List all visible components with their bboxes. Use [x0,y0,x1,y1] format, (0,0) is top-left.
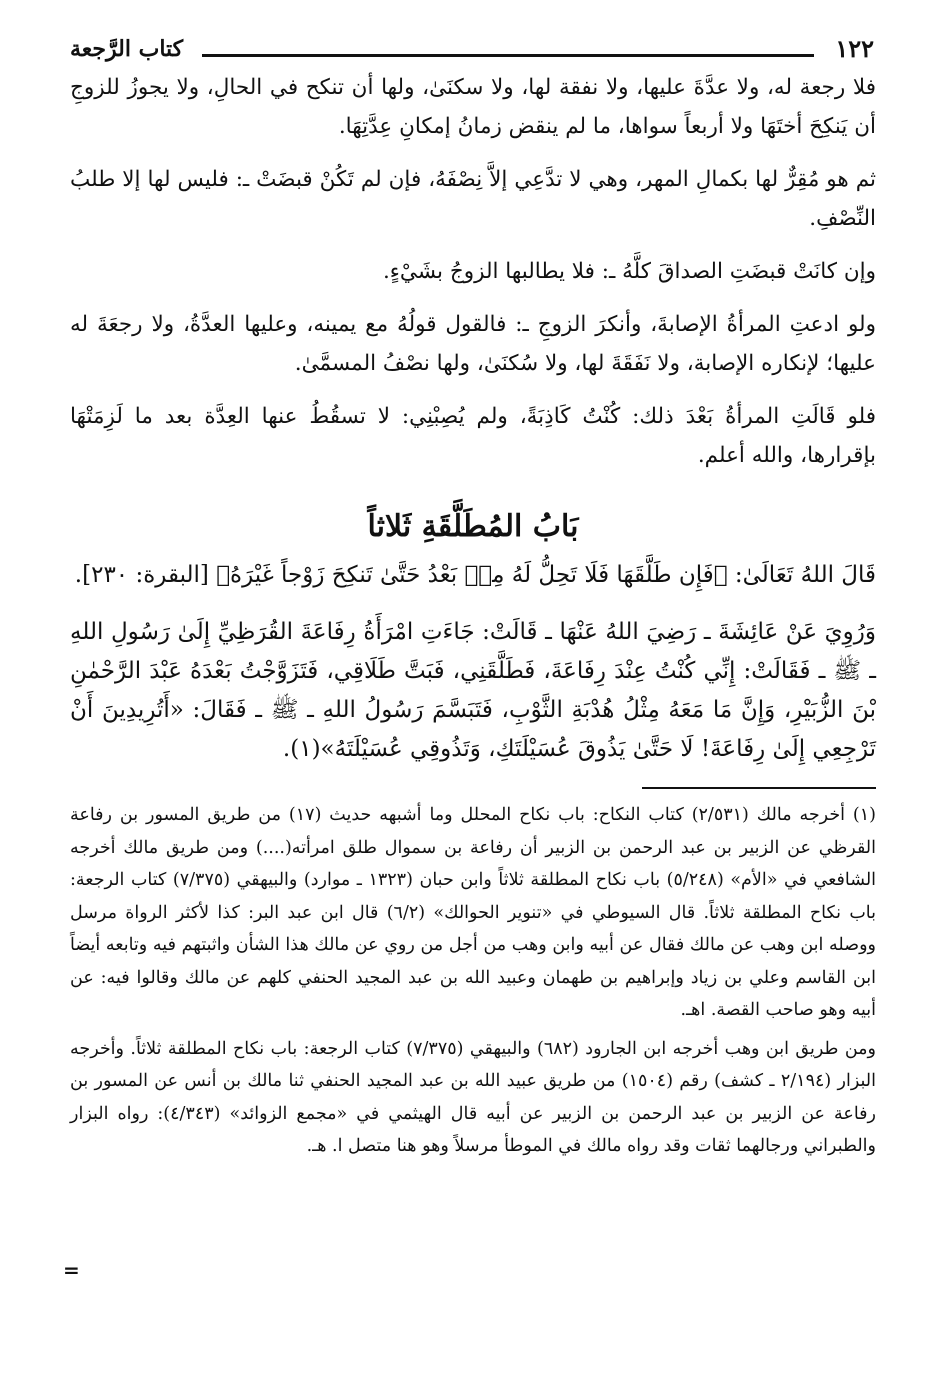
hadith-text: وَرُوِيَ عَنْ عَائِشَةَ ـ رَضِيَ اللهُ عَنْهَا ـ قَالَتْ: جَاءَتِ امْرَأَةُ رِفَاعَةَ القُرَظِيِّ إِلَىٰ رَسُولِ اللهِ ـ ﷺ ـ فَقَالَتْ: إِنِّي كُنْتُ عِنْدَ رِفَاعَةَ، فَطَلَّقَنِي، فَبَتَّ طَلَاقِي، فَتَزَوَّجْتُ بَعْدَهُ عَبْدَ الرَّحْمٰنِ بْنَ الزُّبَيْرِ، وَإِنَّ مَا مَعَهُ مِثْلُ هُدْبَةِ الثَّوْبِ، فَتَبَسَّمَ رَسُولُ اللهِ ـ ﷺ ـ فَقَالَ: «أَتُرِيدِينَ أَنْ تَرْجِعِي إِلَىٰ رِفَاعَةَ! لَا حَتَّىٰ يَذُوقَ عُسَيْلَتَكِ، وَتَذُوقِي عُسَيْلَتَهُ»(١). [70,619,876,762]
quran-verse: قَالَ اللهُ تَعَالَىٰ: ﴿فَإِن طَلَّقَهَا فَلَا تَحِلُّ لَهُ مِنۢ بَعْدُ حَتَّىٰ تَنكِحَ زَوْجاً غَيْرَهُ﴾ [البقرة: ٢٣٠]. [74,562,876,588]
book-page [70,28,876,1169]
body-paragraph: وإن كانَتْ قبضَتِ الصداقَ كلَّهُ ـ: فلا يطالبها الزوجُ بشَيْءٍ. [382,259,876,284]
footnotes [70,799,876,1163]
running-title: كتاب الرَّجعة [70,36,184,62]
body-paragraph: ولو ادعتِ المرأةُ الإصابةَ، وأنكرَ الزوجِ ـ: فالقول قولُهُ مع يمينه، وعليها العدَّةُ، ولا رجعَةَ له عليها؛ لإنكاره الإصابة، ولا نَفَقَةَ لها، ولا سُكنَىٰ، ولها نصْفُ المسمَّىٰ. [70,312,876,376]
page-header [70,28,876,68]
footnote: ومن طريق ابن وهب أخرجه ابن الجارود (٦٨٢) والبيهقي (٧/٣٧٥) كتاب الرجعة: باب نكاح المطلقة ثلاثاً. وأخرجه البزار (٢/١٩٤ ـ كشف) رقم (١٥٠٤) من طريق عبيد الله بن عبد المجيد الحنفي ثنا مالك بن أنس عن المسور بن رفاعة عن الزبير بن عبد الرحمن بن الزبير عن أبيه قال الهيثمي في «مجمع الزوائد» (٤/٣٤٣): رواه البزار والطبراني ورجالهما ثقات وقد رواه مالك في الموطأ مرسلاً وهو هنا متصل ا. هـ. [70,1038,876,1156]
body-paragraph: فلا رجعة له، ولا عدَّةَ عليها، ولا نفقة لها، ولا سكنَىٰ، ولها أن تنكح في الحالِ، ولا يجوزُ للزوجِ أن يَنكِحَ أختَهَا ولا أربعاً سواها، ما لم ينقض زمانُ إمكانِ عِدَّتِهَا. [70,75,876,139]
main-text [70,68,876,475]
body-paragraph: ثم هو مُقِرٌّ لها بكمالِ المهر، وهي لا تدَّعِي إلاَّ نِصْفَهُ، فإن لم تَكُنْ قبضَتْ ـ: فليس لها إلا طلبُ النِّصْفِ. [70,167,876,231]
header-rule [202,54,814,57]
body-paragraph: فلو قَالَتِ المرأةُ بَعْدَ ذلك: كُنْتُ كَاذِبَةً، ولم يُصِبْنِي: لا تسقُطُ عنها العِدَّة بعد ما لَزِمَتْهَا بإقرارها، والله أعلم. [70,404,876,468]
continuation-mark: = [63,1258,80,1282]
footnote: (١) أخرجه مالك (٢/٥٣١) كتاب النكاح: باب نكاح المحلل وما أشبهه حديث (١٧) من طريق المسور بن رفاعة القرظي عن الزبير بن عبد الرحمن بن الزبير أن رفاعة بن سموال طلق امرأته(....) ومن طريق مالك أخرجه الشافعي في «الأم» (٥/٢٤٨) باب نكاح المطلقة ثلاثاً وابن حبان (١٣٢٣ ـ موارد) والبيهقي (٧/٣٧٥) كتاب الرجعة: باب نكاح المطلقة ثلاثاً. قال السيوطي في «تنوير الحوالك» (٦/٢) قال ابن عبد البر: كذا لأكثر الرواة مرسل ووصله ابن وهب عن مالك فقال عن أبيه وابن وهب من أجل من روي عن مالك هذا الشأن واثبتهم فيه وتابعه أيضاً ابن القاسم وعلي بن زياد وإبراهيم بن طهمان وعبيد الله بن عبد المجيد الحنفي كلهم عن مالك وقالوا فيه: عن أبيه وهو صاحب القصة. اهـ. [70,805,877,1020]
page-number: ١٢٢ [835,34,874,63]
chapter-title: بَابُ المُطَلَّقَةِ ثَلاثاً [367,509,579,544]
footnote-divider [642,787,876,789]
